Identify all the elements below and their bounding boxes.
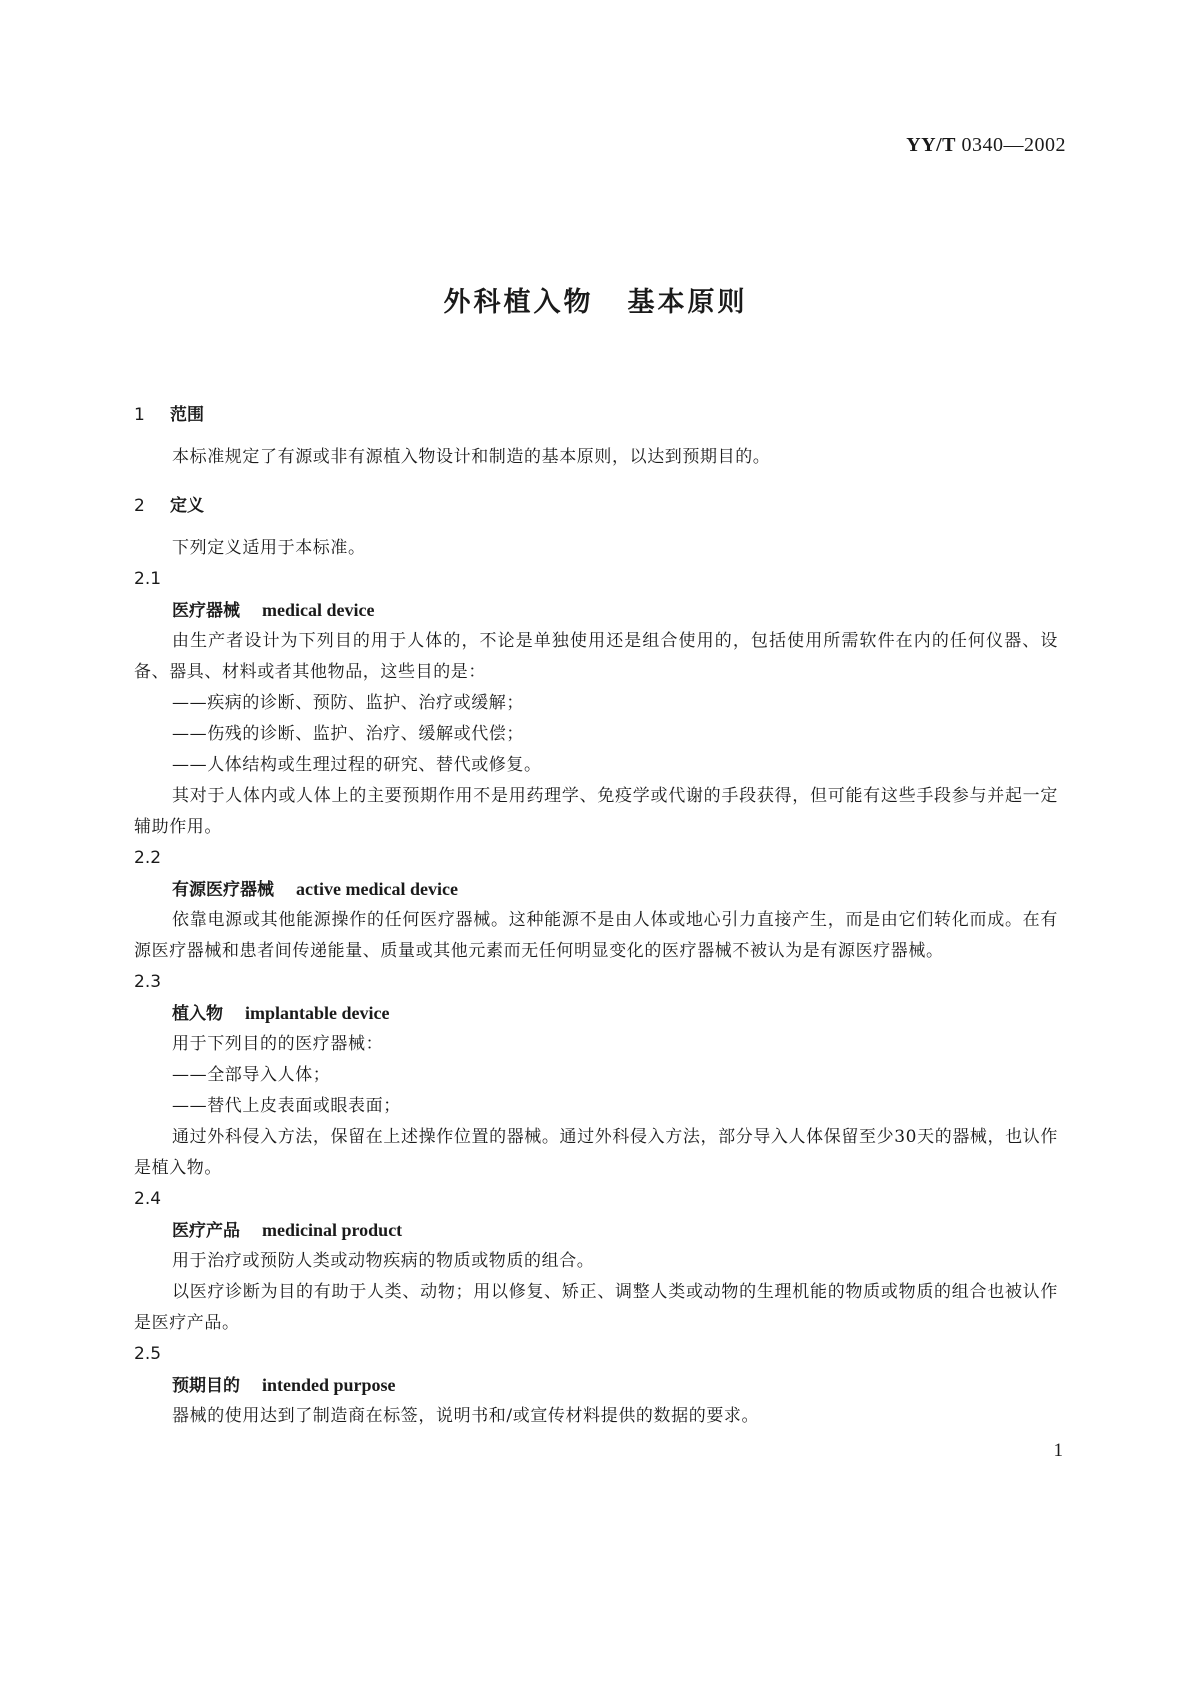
clause-number: 2.2 xyxy=(134,848,162,868)
term-zh: 有源医疗器械 xyxy=(172,880,274,900)
term-en: implantable device xyxy=(245,1003,390,1023)
document-title xyxy=(0,280,1191,319)
term-zh: 医疗产品 xyxy=(172,1221,240,1241)
definition-text: 由生产者设计为下列目的用于人体的，不论是单独使用还是组合使用的，包括使用所需软件在内的任何仪器、设备、器具、材料或者其他物品，这些目的是： xyxy=(134,631,1058,682)
list-item: ——伤残的诊断、监护、治疗、缓解或代偿； xyxy=(172,724,524,744)
term-en: active medical device xyxy=(296,879,458,899)
list-item: ——全部导入人体； xyxy=(172,1065,331,1085)
term-intended-purpose xyxy=(134,1370,1058,1401)
section-number: 1 xyxy=(134,405,145,425)
clause-number: 2.4 xyxy=(134,1189,162,1209)
page-number: 1 xyxy=(1053,1440,1063,1461)
term-zh: 植入物 xyxy=(172,1004,223,1024)
list-item: ——人体结构或生理过程的研究、替代或修复。 xyxy=(172,755,542,775)
list-item: ——替代上皮表面或眼表面； xyxy=(172,1096,401,1116)
section-heading-definitions xyxy=(134,491,1058,521)
definition-text: 用于下列目的的医疗器械： xyxy=(172,1034,384,1054)
section-title: 定义 xyxy=(170,496,204,516)
clause-number: 2.3 xyxy=(134,972,162,992)
definitions-intro: 下列定义适用于本标准。 xyxy=(172,538,366,558)
list-item: ——疾病的诊断、预防、监护、治疗或缓解； xyxy=(172,693,524,713)
standard-number: 0340—2002 xyxy=(961,134,1066,156)
section-heading-scope xyxy=(134,400,1058,430)
definition-text: 用于治疗或预防人类或动物疾病的物质或物质的组合。 xyxy=(172,1251,595,1271)
term-en: medicinal product xyxy=(262,1220,403,1240)
term-medicinal-product xyxy=(134,1215,1058,1246)
term-zh: 医疗器械 xyxy=(172,601,240,621)
term-en: medical device xyxy=(262,600,375,620)
definition-text: 器械的使用达到了制造商在标签，说明书和/或宣传材料提供的数据的要求。 xyxy=(172,1406,760,1426)
document-body xyxy=(134,400,1058,1432)
definition-note: 通过外科侵入方法，保留在上述操作位置的器械。通过外科侵入方法，部分导入人体保留至少30天的器械，也认作是植入物。 xyxy=(134,1127,1058,1178)
section-title: 范围 xyxy=(170,405,204,425)
definition-text: 依靠电源或其他能源操作的任何医疗器械。这种能源不是由人体或地心引力直接产生，而是由它们转化而成。在有源医疗器械和患者间传递能量、质量或其他元素而无任何明显变化的医疗器械不被认为是有源医疗器械。 xyxy=(134,910,1058,961)
term-active-medical-device xyxy=(134,874,1058,905)
definition-note: 其对于人体内或人体上的主要预期作用不是用药理学、免疫学或代谢的手段获得，但可能有这些手段参与并起一定辅助作用。 xyxy=(134,786,1058,837)
standard-prefix: YY/T xyxy=(906,134,956,156)
term-zh: 预期目的 xyxy=(172,1376,240,1396)
section-number: 2 xyxy=(134,496,145,516)
definition-note: 以医疗诊断为目的有助于人类、动物；用以修复、矫正、调整人类或动物的生理机能的物质或物质的组合也被认作是医疗产品。 xyxy=(134,1282,1058,1333)
term-medical-device xyxy=(134,595,1058,626)
scope-paragraph: 本标准规定了有源或非有源植入物设计和制造的基本原则，以达到预期目的。 xyxy=(172,447,771,467)
clause-number: 2.5 xyxy=(134,1344,162,1364)
clause-number: 2.1 xyxy=(134,569,162,589)
standard-code xyxy=(906,134,1066,157)
term-en: intended purpose xyxy=(262,1375,396,1395)
title-part1: 外科植入物 xyxy=(443,287,594,318)
term-implantable-device xyxy=(134,998,1058,1029)
title-part2: 基本原则 xyxy=(627,287,748,318)
